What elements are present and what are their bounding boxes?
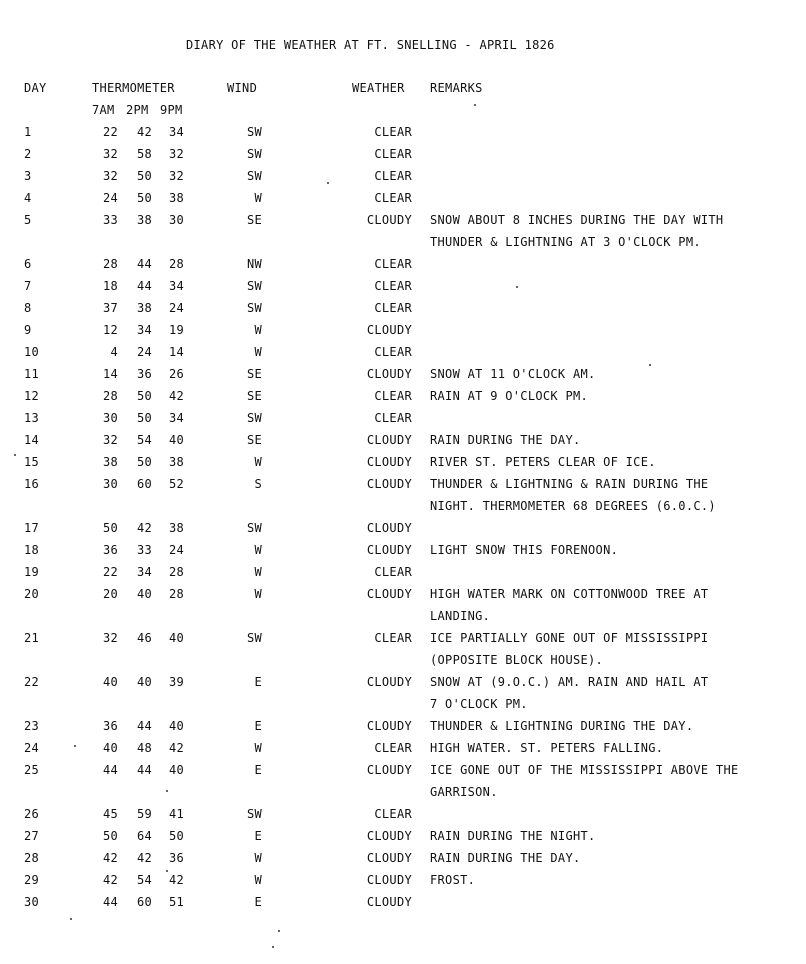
day-cell: 29	[24, 873, 40, 887]
weather-cell: CLEAR	[374, 631, 412, 645]
remark-line: RAIN DURING THE NIGHT.	[430, 829, 596, 843]
temp-2pm-cell: 34	[136, 323, 152, 337]
temp-7am-cell: 36	[102, 543, 118, 557]
temp-7am-cell: 12	[102, 323, 118, 337]
day-cell: 10	[24, 345, 40, 359]
day-cell: 8	[24, 301, 32, 315]
temp-2pm-cell: 40	[136, 587, 152, 601]
temp-7am-cell: 37	[102, 301, 118, 315]
temp-7am-cell: 44	[102, 763, 118, 777]
temp-9pm-cell: 28	[168, 565, 184, 579]
temp-9pm-cell: 40	[168, 631, 184, 645]
remark-line: FROST.	[430, 873, 476, 887]
weather-cell: CLEAR	[374, 169, 412, 183]
day-cell: 30	[24, 895, 40, 909]
header-remarks: REMARKS	[430, 81, 483, 95]
temp-2pm-cell: 48	[136, 741, 152, 755]
temp-9pm-cell: 42	[168, 389, 184, 403]
wind-cell: SW	[246, 807, 262, 821]
weather-cell: CLOUDY	[366, 587, 412, 601]
remark-line: NIGHT. THERMOMETER 68 DEGREES (6.0.C.)	[430, 499, 716, 513]
remark-line: GARRISON.	[430, 785, 498, 799]
remark-line: LANDING.	[430, 609, 491, 623]
wind-cell: W	[254, 741, 262, 755]
temp-2pm-cell: 50	[136, 389, 152, 403]
weather-cell: CLOUDY	[366, 543, 412, 557]
weather-cell: CLOUDY	[366, 367, 412, 381]
weather-cell: CLOUDY	[366, 829, 412, 843]
temp-7am-cell: 50	[102, 521, 118, 535]
temp-2pm-cell: 42	[136, 125, 152, 139]
temp-2pm-cell: 50	[136, 169, 152, 183]
temp-9pm-cell: 19	[168, 323, 184, 337]
temp-2pm-cell: 50	[136, 191, 152, 205]
remark-line: HIGH WATER. ST. PETERS FALLING.	[430, 741, 664, 755]
day-cell: 19	[24, 565, 40, 579]
day-cell: 13	[24, 411, 40, 425]
day-cell: 21	[24, 631, 40, 645]
temp-7am-cell: 22	[102, 565, 118, 579]
day-cell: 17	[24, 521, 40, 535]
weather-cell: CLOUDY	[366, 477, 412, 491]
remark-line: ICE GONE OUT OF THE MISSISSIPPI ABOVE THE	[430, 763, 739, 777]
temp-2pm-cell: 42	[136, 851, 152, 865]
temp-7am-cell: 32	[102, 169, 118, 183]
temp-2pm-cell: 60	[136, 895, 152, 909]
temp-7am-cell: 38	[102, 455, 118, 469]
header-weather: WEATHER	[352, 81, 405, 95]
day-cell: 24	[24, 741, 40, 755]
temp-7am-cell: 45	[102, 807, 118, 821]
temp-2pm-cell: 58	[136, 147, 152, 161]
wind-cell: SW	[246, 147, 262, 161]
weather-cell: CLOUDY	[366, 213, 412, 227]
day-cell: 7	[24, 279, 32, 293]
remark-line: THUNDER & LIGHTNING DURING THE DAY.	[430, 719, 694, 733]
wind-cell: W	[254, 543, 262, 557]
wind-cell: W	[254, 323, 262, 337]
subheader-7am: 7AM	[92, 103, 115, 117]
temp-2pm-cell: 54	[136, 873, 152, 887]
day-cell: 26	[24, 807, 40, 821]
temp-2pm-cell: 34	[136, 565, 152, 579]
remark-line: SNOW AT (9.O.C.) AM. RAIN AND HAIL AT	[430, 675, 709, 689]
wind-cell: SW	[246, 301, 262, 315]
temp-7am-cell: 14	[102, 367, 118, 381]
temp-2pm-cell: 40	[136, 675, 152, 689]
temp-9pm-cell: 51	[168, 895, 184, 909]
page-title: DIARY OF THE WEATHER AT FT. SNELLING - APRIL 1826	[186, 38, 555, 52]
day-cell: 28	[24, 851, 40, 865]
remark-line: RAIN DURING THE DAY.	[430, 433, 581, 447]
day-cell: 5	[24, 213, 32, 227]
temp-7am-cell: 42	[102, 873, 118, 887]
wind-cell: W	[254, 587, 262, 601]
wind-cell: S	[254, 477, 262, 491]
temp-2pm-cell: 50	[136, 455, 152, 469]
weather-cell: CLEAR	[374, 279, 412, 293]
day-cell: 4	[24, 191, 32, 205]
temp-9pm-cell: 39	[168, 675, 184, 689]
temp-7am-cell: 33	[102, 213, 118, 227]
temp-7am-cell: 32	[102, 147, 118, 161]
day-cell: 11	[24, 367, 40, 381]
weather-cell: CLEAR	[374, 345, 412, 359]
remark-line: HIGH WATER MARK ON COTTONWOOD TREE AT	[430, 587, 709, 601]
temp-9pm-cell: 38	[168, 191, 184, 205]
wind-cell: W	[254, 191, 262, 205]
temp-7am-cell: 28	[102, 389, 118, 403]
day-cell: 25	[24, 763, 40, 777]
remark-line: LIGHT SNOW THIS FORENOON.	[430, 543, 619, 557]
temp-2pm-cell: 60	[136, 477, 152, 491]
temp-7am-cell: 24	[102, 191, 118, 205]
weather-cell: CLEAR	[374, 191, 412, 205]
temp-2pm-cell: 24	[136, 345, 152, 359]
temp-2pm-cell: 36	[136, 367, 152, 381]
temp-7am-cell: 28	[102, 257, 118, 271]
weather-cell: CLOUDY	[366, 521, 412, 535]
remark-line: SNOW AT 11 O'CLOCK AM.	[430, 367, 596, 381]
header-thermometer: THERMOMETER	[92, 81, 175, 95]
day-cell: 3	[24, 169, 32, 183]
remark-line: THUNDER & LIGHTNING & RAIN DURING THE	[430, 477, 709, 491]
wind-cell: E	[254, 719, 262, 733]
wind-cell: W	[254, 345, 262, 359]
wind-cell: SW	[246, 279, 262, 293]
temp-9pm-cell: 40	[168, 433, 184, 447]
temp-9pm-cell: 34	[168, 411, 184, 425]
temp-9pm-cell: 40	[168, 763, 184, 777]
temp-7am-cell: 44	[102, 895, 118, 909]
weather-cell: CLEAR	[374, 741, 412, 755]
weather-cell: CLOUDY	[366, 675, 412, 689]
wind-cell: W	[254, 455, 262, 469]
subheader-2pm: 2PM	[126, 103, 149, 117]
temp-7am-cell: 30	[102, 477, 118, 491]
header-wind: WIND	[227, 81, 258, 95]
wind-cell: E	[254, 763, 262, 777]
temp-7am-cell: 50	[102, 829, 118, 843]
temp-7am-cell: 30	[102, 411, 118, 425]
wind-cell: SE	[246, 367, 262, 381]
temp-2pm-cell: 50	[136, 411, 152, 425]
weather-cell: CLEAR	[374, 125, 412, 139]
temp-9pm-cell: 50	[168, 829, 184, 843]
day-cell: 22	[24, 675, 40, 689]
wind-cell: SE	[246, 213, 262, 227]
day-cell: 6	[24, 257, 32, 271]
day-cell: 12	[24, 389, 40, 403]
weather-cell: CLOUDY	[366, 719, 412, 733]
day-cell: 2	[24, 147, 32, 161]
day-cell: 1	[24, 125, 32, 139]
temp-9pm-cell: 38	[168, 455, 184, 469]
wind-cell: SW	[246, 631, 262, 645]
wind-cell: W	[254, 565, 262, 579]
day-cell: 18	[24, 543, 40, 557]
day-cell: 9	[24, 323, 32, 337]
temp-2pm-cell: 44	[136, 719, 152, 733]
temp-7am-cell: 40	[102, 675, 118, 689]
temp-9pm-cell: 38	[168, 521, 184, 535]
remark-line: RAIN AT 9 O'CLOCK PM.	[430, 389, 589, 403]
day-cell: 23	[24, 719, 40, 733]
weather-cell: CLEAR	[374, 147, 412, 161]
remark-line: 7 O'CLOCK PM.	[430, 697, 528, 711]
weather-cell: CLEAR	[374, 807, 412, 821]
temp-7am-cell: 22	[102, 125, 118, 139]
temp-7am-cell: 40	[102, 741, 118, 755]
wind-cell: SW	[246, 125, 262, 139]
weather-cell: CLOUDY	[366, 455, 412, 469]
temp-2pm-cell: 42	[136, 521, 152, 535]
wind-cell: SW	[246, 169, 262, 183]
temp-7am-cell: 32	[102, 433, 118, 447]
temp-9pm-cell: 24	[168, 543, 184, 557]
weather-cell: CLOUDY	[366, 851, 412, 865]
weather-cell: CLEAR	[374, 565, 412, 579]
temp-9pm-cell: 24	[168, 301, 184, 315]
wind-cell: SE	[246, 389, 262, 403]
temp-7am-cell: 32	[102, 631, 118, 645]
temp-9pm-cell: 52	[168, 477, 184, 491]
temp-2pm-cell: 46	[136, 631, 152, 645]
temp-7am-cell: 42	[102, 851, 118, 865]
temp-2pm-cell: 64	[136, 829, 152, 843]
wind-cell: E	[254, 829, 262, 843]
wind-cell: W	[254, 873, 262, 887]
temp-2pm-cell: 44	[136, 763, 152, 777]
remark-line: (OPPOSITE BLOCK HOUSE).	[430, 653, 604, 667]
weather-cell: CLOUDY	[366, 763, 412, 777]
weather-cell: CLOUDY	[366, 873, 412, 887]
temp-7am-cell: 36	[102, 719, 118, 733]
remark-line: ICE PARTIALLY GONE OUT OF MISSISSIPPI	[430, 631, 709, 645]
temp-9pm-cell: 30	[168, 213, 184, 227]
temp-2pm-cell: 44	[136, 257, 152, 271]
temp-2pm-cell: 38	[136, 213, 152, 227]
temp-7am-cell: 18	[102, 279, 118, 293]
temp-2pm-cell: 59	[136, 807, 152, 821]
weather-cell: CLEAR	[374, 411, 412, 425]
wind-cell: NW	[246, 257, 262, 271]
temp-2pm-cell: 44	[136, 279, 152, 293]
wind-cell: SW	[246, 521, 262, 535]
weather-cell: CLEAR	[374, 301, 412, 315]
remark-line: RAIN DURING THE DAY.	[430, 851, 581, 865]
temp-9pm-cell: 32	[168, 147, 184, 161]
temp-9pm-cell: 42	[168, 741, 184, 755]
weather-cell: CLOUDY	[366, 895, 412, 909]
temp-9pm-cell: 26	[168, 367, 184, 381]
temp-9pm-cell: 14	[168, 345, 184, 359]
day-cell: 27	[24, 829, 40, 843]
temp-9pm-cell: 28	[168, 257, 184, 271]
temp-2pm-cell: 38	[136, 301, 152, 315]
temp-9pm-cell: 32	[168, 169, 184, 183]
temp-9pm-cell: 42	[168, 873, 184, 887]
temp-9pm-cell: 34	[168, 125, 184, 139]
remark-line: RIVER ST. PETERS CLEAR OF ICE.	[430, 455, 656, 469]
temp-9pm-cell: 40	[168, 719, 184, 733]
remark-line: SNOW ABOUT 8 INCHES DURING THE DAY WITH	[430, 213, 724, 227]
day-cell: 16	[24, 477, 40, 491]
remark-line: THUNDER & LIGHTNING AT 3 O'CLOCK PM.	[430, 235, 701, 249]
day-cell: 20	[24, 587, 40, 601]
temp-9pm-cell: 36	[168, 851, 184, 865]
weather-cell: CLEAR	[374, 257, 412, 271]
temp-7am-cell: 4	[110, 345, 118, 359]
temp-2pm-cell: 54	[136, 433, 152, 447]
wind-cell: SW	[246, 411, 262, 425]
temp-9pm-cell: 41	[168, 807, 184, 821]
wind-cell: SE	[246, 433, 262, 447]
wind-cell: E	[254, 895, 262, 909]
subheader-9pm: 9PM	[160, 103, 183, 117]
weather-cell: CLOUDY	[366, 433, 412, 447]
day-cell: 15	[24, 455, 40, 469]
day-cell: 14	[24, 433, 40, 447]
temp-9pm-cell: 28	[168, 587, 184, 601]
weather-cell: CLOUDY	[366, 323, 412, 337]
temp-9pm-cell: 34	[168, 279, 184, 293]
temp-2pm-cell: 33	[136, 543, 152, 557]
wind-cell: E	[254, 675, 262, 689]
weather-cell: CLEAR	[374, 389, 412, 403]
header-day: DAY	[24, 81, 47, 95]
temp-7am-cell: 20	[102, 587, 118, 601]
wind-cell: W	[254, 851, 262, 865]
